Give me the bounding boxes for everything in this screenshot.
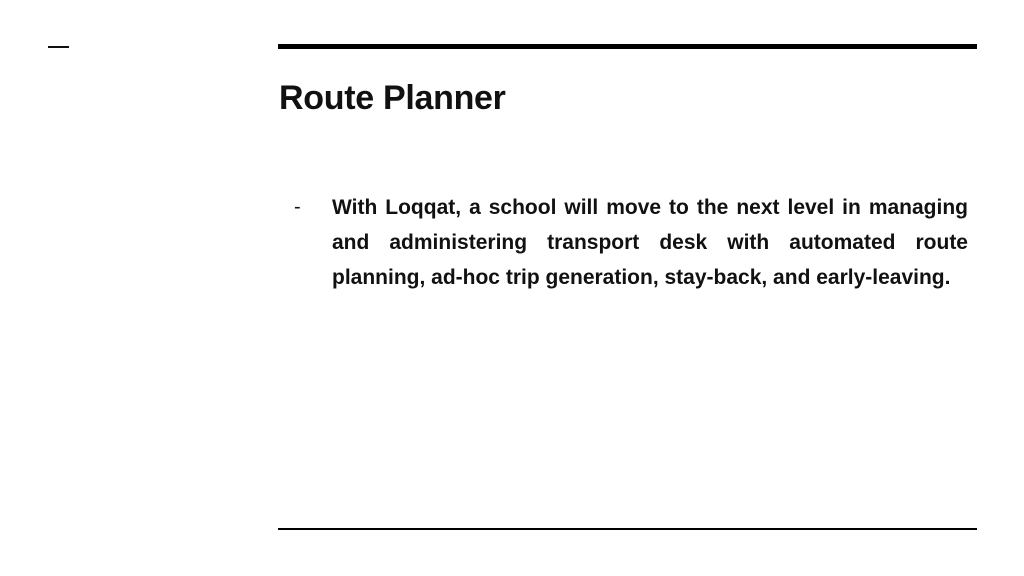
bullet-item xyxy=(290,190,968,295)
bottom-divider-line xyxy=(278,528,977,530)
bullet-marker: - xyxy=(294,196,301,218)
bullet-list xyxy=(290,190,968,295)
corner-dash-decoration xyxy=(48,46,69,48)
bullet-text: With Loqqat, a school will move to the next level in managing and administering transport desk with automated route planning, ad-hoc trip generation, stay-back, and early-leaving. xyxy=(332,196,968,289)
slide-title: Route Planner xyxy=(279,79,506,117)
top-divider-line xyxy=(278,44,977,49)
